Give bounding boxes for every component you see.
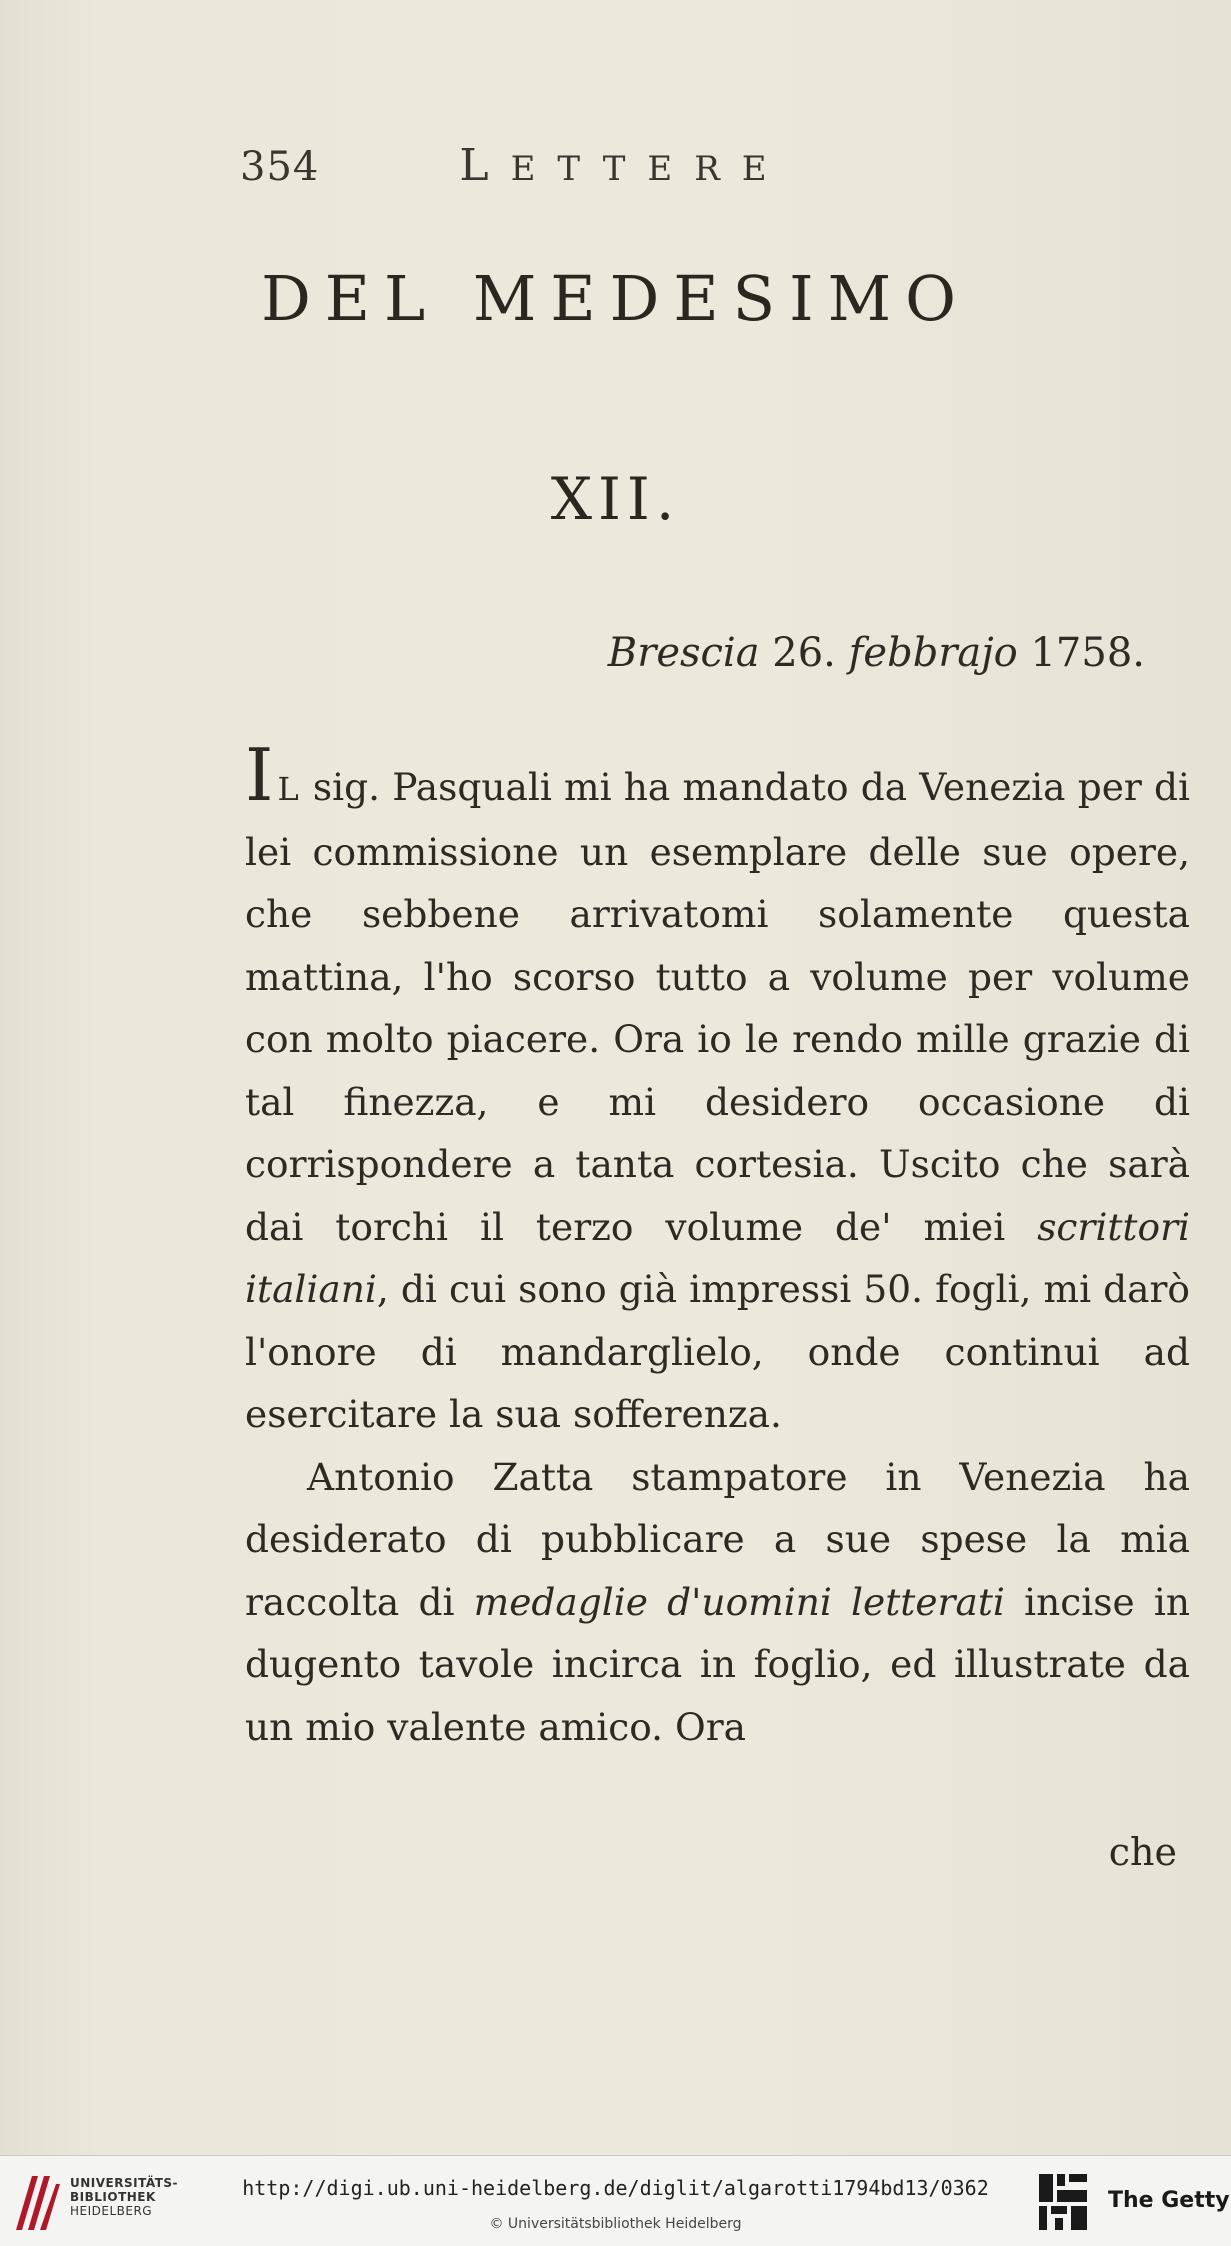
dateline-place: Brescia — [607, 630, 760, 676]
library-line-1: UNIVERSITÄTS- — [70, 2176, 179, 2190]
running-head — [240, 140, 940, 200]
paragraph-2-italic: medaglie d'uomini letterati — [473, 1579, 1005, 1624]
running-title: LETTERE — [459, 140, 789, 191]
drop-cap: I — [245, 733, 274, 817]
getty-logo-icon — [1035, 2170, 1091, 2236]
dateline — [608, 630, 1145, 676]
catchword: che — [1108, 1830, 1177, 1874]
dateline-year: 1758. — [1030, 630, 1145, 676]
paragraph-1-text-a: sig. Pasquali mi ha mandato da Venezia per di lei commissione un esemplare delle sue opere, che sebbene arrivatomi solamente questa mattina, l'ho scorso tutto a volume per volume con molto piacere. Ora io le rendo mille grazie di tal finezza, e mi desidero occasione di corrispondere a tanta cortesia. Uscito che sarà dai torchi il terzo volume de' miei — [245, 765, 1190, 1249]
permalink-url[interactable]: http://digi.ub.uni-heidelberg.de/diglit/algarotti1794bd13/0362 — [242, 2176, 989, 2200]
viewer-footer — [0, 2155, 1231, 2246]
section-heading: DEL MEDESIMO — [261, 262, 970, 335]
page-number: 354 — [240, 144, 320, 190]
paragraph-2-text-b: incise in dugento tavole incirca in foglio, ed illustrate da un mio valente amico. Ora — [245, 1579, 1190, 1749]
letter-body — [245, 733, 1190, 1758]
dateline-day: 26. — [772, 630, 836, 676]
getty-name: The Getty — [1108, 2188, 1230, 2213]
library-line-2: BIBLIOTHEK — [70, 2190, 156, 2204]
paragraph-1 — [245, 733, 1190, 1446]
paragraph-2 — [245, 1446, 1190, 1759]
letter-number: XII. — [550, 465, 681, 533]
paragraph-2-text-a: Antonio Zatta stampatore in Venezia ha desiderato di pubblicare a sue spese la mia raccolta di — [245, 1454, 1190, 1624]
dateline-month: febbrajo — [848, 630, 1018, 676]
paragraph-1-text-b: , di cui sono già impressi 50. fogli, mi darò l'onore di mandarglielo, onde continui ad esercitare la sua sofferenza. — [245, 1267, 1190, 1436]
library-line-3: HEIDELBERG — [70, 2204, 153, 2218]
drop-cap-rest: L — [277, 770, 301, 808]
copyright-notice: © Universitätsbibliothek Heidelberg — [489, 2216, 742, 2232]
paragraph-1-italic: scrittori italiani — [245, 1204, 1190, 1311]
